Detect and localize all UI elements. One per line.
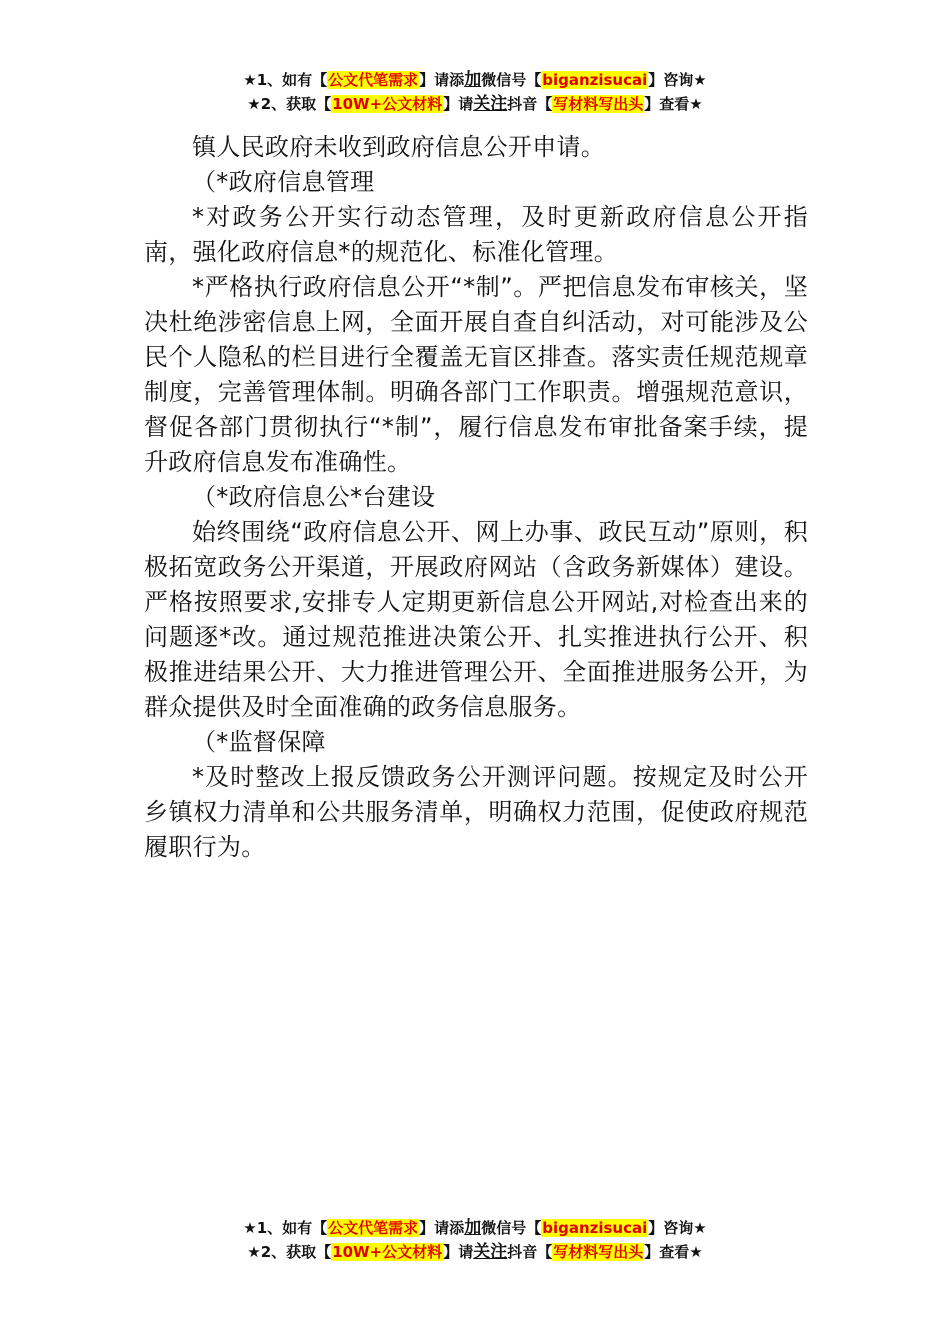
banner-text: 】咨询★	[648, 1219, 707, 1237]
section-heading: （*政府信息管理	[192, 168, 375, 196]
paragraph: *及时整改上报反馈政务公开测评问题。按规定及时公开乡镇权力清单和公共服务清单，明确权力范围，促使政府规范履职行为。	[144, 763, 808, 861]
banner-text: 抖音【	[507, 95, 553, 113]
banner-text: 】咨询★	[648, 71, 707, 89]
document-body	[144, 130, 808, 865]
banner-text: 微信号【	[481, 1219, 542, 1237]
banner-underline: 关注	[473, 1242, 508, 1262]
banner-text: 抖音【	[507, 1243, 553, 1261]
paragraph: *对政务公开实行动态管理，及时更新政府信息公开指南，强化政府信息*的规范化、标准化管理。	[144, 203, 808, 266]
banner-highlight: 10W+公文材料	[332, 1243, 443, 1261]
section-heading: （*监督保障	[192, 728, 326, 756]
banner-text: 】请添	[419, 71, 465, 89]
paragraph: 镇人民政府未收到政府信息公开申请。	[192, 133, 606, 161]
banner-highlight: 10W+公文材料	[332, 95, 443, 113]
banner-line-1	[0, 1216, 950, 1240]
banner-text: 】查看★	[644, 95, 703, 113]
banner-text: ★2、获取【	[247, 95, 332, 113]
banner-text: 】查看★	[644, 1243, 703, 1261]
banner-line-2	[0, 92, 950, 116]
banner-wechat-id: biganzisucai	[542, 1219, 648, 1237]
banner-douyin-id: 写材料写出头	[553, 95, 644, 113]
banner-text: ★1、如有【	[243, 71, 328, 89]
banner-douyin-id: 写材料写出头	[553, 1243, 644, 1261]
banner-wechat-id: biganzisucai	[542, 71, 648, 89]
banner-line-2	[0, 1240, 950, 1264]
banner-highlight: 公文代笔需求	[328, 71, 419, 89]
banner-text: ★1、如有【	[243, 1219, 328, 1237]
banner-underline: 加	[464, 70, 482, 90]
banner-line-1	[0, 68, 950, 92]
paragraph: *严格执行政府信息公开“*制”。严把信息发布审核关，坚决杜绝涉密信息上网，全面开展自查自纠活动，对可能涉及公民个人隐私的栏目进行全覆盖无盲区排查。落实责任规范规章制度，完善管理体制。明确各部门工作职责。增强规范意识，督促各部门贯彻执行“*制”，履行信息发布审批备案手续，提升政府信息发布准确性。	[144, 273, 808, 476]
banner-text: ★2、获取【	[247, 1243, 332, 1261]
paragraph: 始终围绕“政府信息公开、网上办事、政民互动”原则，积极拓宽政务公开渠道，开展政府网站（含政务新媒体）建设。严格按照要求,安排专人定期更新信息公开网站,对检查出来的问题逐*改。通过规范推进决策公开、扎实推进执行公开、积极推进结果公开、大力推进管理公开、全面推进服务公开，为群众提供及时全面准确的政务信息服务。	[144, 518, 808, 721]
header-banner	[0, 68, 950, 116]
banner-highlight: 公文代笔需求	[328, 1219, 419, 1237]
banner-underline: 关注	[473, 94, 508, 114]
banner-text: 】请	[443, 95, 474, 113]
footer-banner	[0, 1216, 950, 1264]
banner-text: 】请添	[419, 1219, 465, 1237]
banner-text: 微信号【	[481, 71, 542, 89]
banner-text: 】请	[443, 1243, 474, 1261]
banner-underline: 加	[464, 1218, 482, 1238]
section-heading: （*政府信息公*台建设	[192, 483, 436, 511]
